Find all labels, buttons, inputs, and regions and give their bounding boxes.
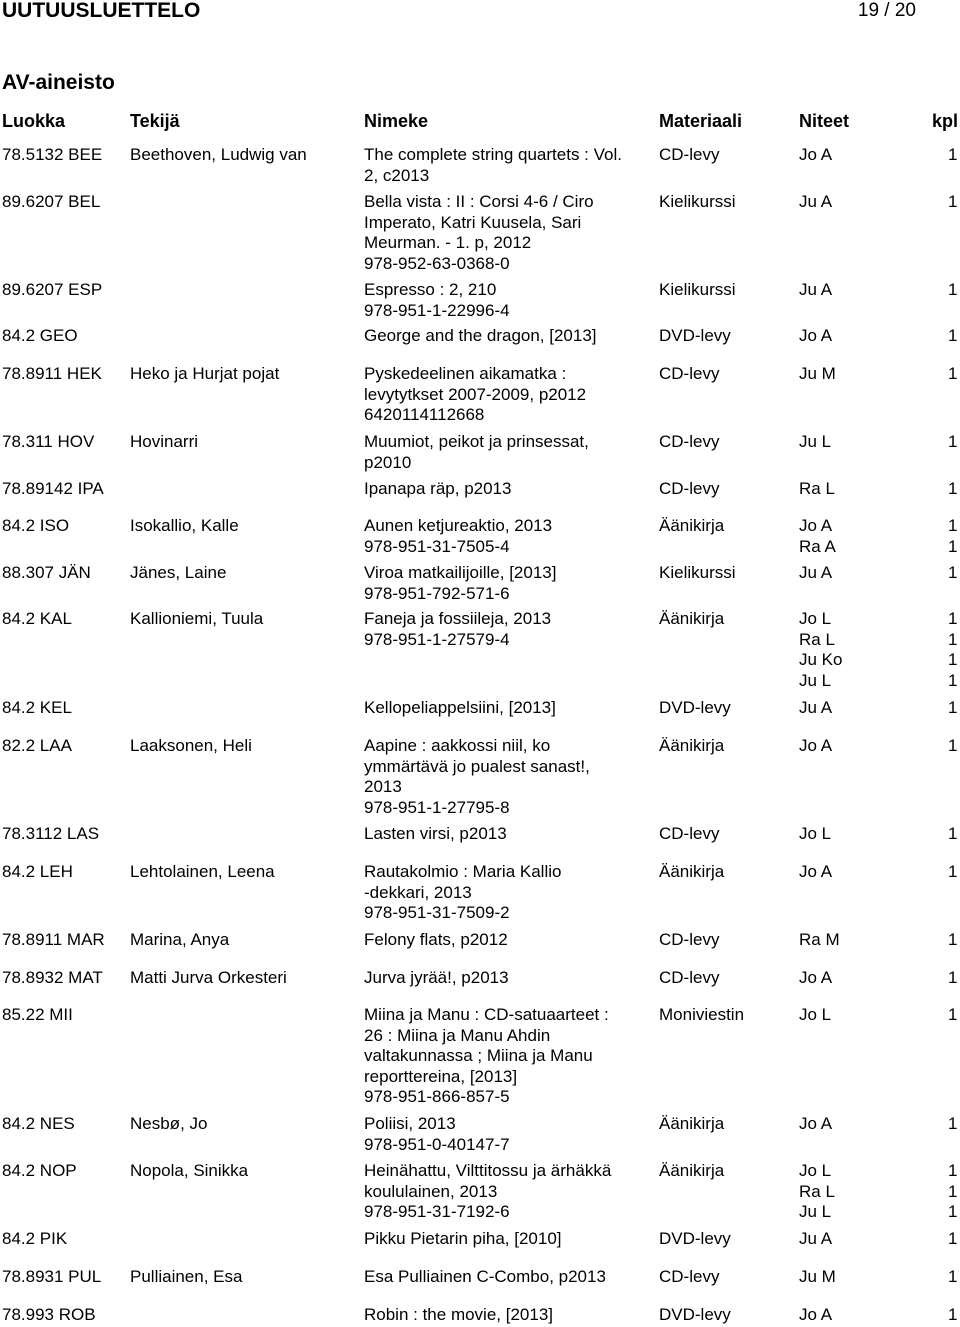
- cell-niteet: [799, 698, 832, 719]
- cell-kpl: [948, 364, 957, 385]
- cell-niteet: [799, 930, 840, 951]
- cell-kpl: [948, 824, 957, 845]
- cell-niteet-line: Ju Ko: [799, 650, 843, 670]
- cell-niteet-line: Ra A: [799, 536, 836, 556]
- cell-materiaali: CD-levy: [659, 930, 720, 949]
- cell-tekija: Heko ja Hurjat pojat: [130, 364, 280, 383]
- cell-kpl-line: 1: [948, 145, 958, 164]
- cell-kpl: [948, 563, 957, 584]
- cell-niteet: [799, 1229, 832, 1250]
- cell-niteet-line: Ra L: [799, 629, 835, 649]
- cell-nimeke-line: George and the dragon, [2013]: [364, 326, 597, 345]
- cell-nimeke: [364, 609, 551, 650]
- cell-niteet-line: Jo A: [799, 1114, 833, 1133]
- cell-luokka: 78.89142 IPA: [2, 479, 104, 498]
- cell-nimeke-line: 2, c2013: [364, 165, 430, 185]
- cell-nimeke-line: Pyskedeelinen aikamatka :: [364, 364, 567, 383]
- cell-niteet: [799, 736, 832, 757]
- cell-kpl-line: 1: [948, 1161, 958, 1180]
- cell-nimeke-line: Miina ja Manu : CD-satuaarteet :: [364, 1005, 609, 1024]
- cell-nimeke: [364, 1161, 611, 1223]
- cell-nimeke-line: Ipanapa räp, p2013: [364, 479, 512, 498]
- cell-tekija: Jänes, Laine: [130, 563, 227, 582]
- cell-tekija: Laaksonen, Heli: [130, 736, 252, 755]
- cell-nimeke-line: 978-951-0-40147-7: [364, 1134, 510, 1154]
- cell-niteet: [799, 280, 832, 301]
- cell-materiaali: Kielikurssi: [659, 563, 736, 582]
- cell-kpl-line: 1: [948, 698, 958, 717]
- cell-kpl: [948, 1267, 957, 1288]
- cell-nimeke-line: Rautakolmio : Maria Kallio: [364, 862, 562, 881]
- cell-nimeke-line: 6420114112668: [364, 405, 485, 425]
- cell-nimeke-line: Jurva jyrää!, p2013: [364, 968, 509, 987]
- cell-niteet-line: Ra L: [799, 1181, 835, 1201]
- page-number: 19 / 20: [857, 0, 916, 21]
- cell-kpl: [948, 1229, 957, 1250]
- cell-niteet: [799, 516, 836, 557]
- cell-luokka: 84.2 KAL: [2, 609, 72, 628]
- cell-kpl-line: 1: [948, 930, 958, 949]
- cell-materiaali: CD-levy: [659, 364, 720, 383]
- cell-niteet-line: Jo L: [799, 609, 832, 628]
- cell-niteet: [799, 192, 832, 213]
- cell-luokka: 84.2 NOP: [2, 1161, 77, 1180]
- cell-kpl-line: 1: [948, 280, 958, 299]
- cell-niteet-line: Ju A: [799, 1229, 833, 1248]
- cell-materiaali: Äänikirja: [659, 1161, 725, 1180]
- cell-niteet: [799, 824, 831, 845]
- cell-niteet-line: Ra L: [799, 479, 835, 498]
- cell-nimeke-line: 978-952-63-0368-0: [364, 253, 510, 273]
- cell-luokka: 84.2 LEH: [2, 862, 73, 881]
- cell-luokka: 84.2 NES: [2, 1114, 75, 1133]
- cell-kpl: [948, 1114, 957, 1135]
- section-title: AV-aineisto: [2, 71, 115, 94]
- cell-nimeke: [364, 364, 586, 426]
- cell-kpl-line: 1: [948, 736, 958, 755]
- cell-kpl: [948, 1161, 957, 1223]
- cell-kpl-line: 1: [948, 670, 958, 690]
- cell-luokka: 78.8911 HEK: [2, 364, 102, 383]
- cell-luokka: 84.2 ISO: [2, 516, 70, 535]
- cell-kpl: [948, 145, 957, 166]
- cell-nimeke: [364, 326, 597, 347]
- cell-luokka: 82.2 LAA: [2, 736, 72, 755]
- column-header-luokka: Luokka: [2, 111, 66, 131]
- cell-luokka: 78.3112 LAS: [2, 824, 100, 843]
- cell-materiaali: Äänikirja: [659, 609, 725, 628]
- cell-niteet: [799, 1114, 832, 1135]
- cell-materiaali: Moniviestin: [659, 1005, 745, 1024]
- cell-nimeke: [364, 280, 510, 321]
- cell-kpl-line: 1: [948, 364, 958, 383]
- cell-kpl: [948, 609, 957, 691]
- cell-niteet: [799, 1267, 836, 1288]
- cell-kpl: [948, 192, 957, 213]
- cell-kpl: [948, 432, 957, 453]
- cell-tekija: Isokallio, Kalle: [130, 516, 239, 535]
- cell-nimeke-line: Esa Pulliainen C-Combo, p2013: [364, 1267, 606, 1286]
- cell-materiaali: CD-levy: [659, 479, 720, 498]
- cell-kpl: [948, 280, 957, 301]
- cell-kpl-line: 1: [948, 650, 958, 670]
- cell-nimeke: [364, 1229, 562, 1250]
- cell-tekija: Nopola, Sinikka: [130, 1161, 249, 1180]
- column-header-tekija: Tekijä: [130, 111, 180, 131]
- cell-niteet: [799, 862, 832, 883]
- cell-nimeke-line: 978-951-1-27795-8: [364, 797, 510, 817]
- column-header-niteet: Niteet: [799, 111, 850, 131]
- cell-luokka: 88.307 JÄN: [2, 563, 91, 582]
- cell-kpl-line: 1: [948, 968, 958, 987]
- cell-luokka: 78.8931 PUL: [2, 1267, 102, 1286]
- cell-tekija: Kallioniemi, Tuula: [130, 609, 264, 628]
- cell-kpl-line: 1: [948, 1305, 958, 1324]
- cell-nimeke-line: 978-951-1-22996-4: [364, 300, 510, 320]
- cell-nimeke: [364, 736, 590, 818]
- cell-materiaali: Kielikurssi: [659, 192, 736, 211]
- cell-kpl-line: 1: [948, 1267, 958, 1286]
- cell-kpl-line: 1: [948, 516, 958, 535]
- cell-kpl: [948, 326, 957, 347]
- cell-nimeke-line: Viroa matkailijoille, [2013]: [364, 563, 557, 582]
- cell-luokka: 78.993 ROB: [2, 1305, 96, 1324]
- cell-luokka: 78.8911 MAR: [2, 930, 105, 949]
- cell-nimeke-line: koululainen, 2013: [364, 1181, 498, 1201]
- cell-kpl-line: 1: [948, 432, 958, 451]
- cell-nimeke-line: 978-951-31-7192-6: [364, 1202, 510, 1222]
- cell-niteet-line: Ju M: [799, 364, 836, 383]
- cell-niteet: [799, 364, 836, 385]
- cell-niteet-line: Jo L: [799, 824, 832, 843]
- column-header-kpl: kpl: [932, 111, 959, 131]
- cell-kpl-line: 1: [948, 824, 958, 843]
- cell-niteet-line: Jo A: [799, 862, 833, 881]
- cell-niteet-line: Jo A: [799, 516, 833, 535]
- cell-luokka: 84.2 PIK: [2, 1229, 68, 1248]
- cell-nimeke-line: Imperato, Katri Kuusela, Sari: [364, 212, 582, 232]
- cell-kpl-line: 1: [948, 1202, 958, 1222]
- cell-nimeke-line: Bella vista : II : Corsi 4-6 / Ciro: [364, 192, 594, 211]
- cell-kpl: [948, 736, 957, 757]
- cell-nimeke-line: 978-951-1-27579-4: [364, 629, 510, 649]
- cell-kpl-line: 1: [948, 629, 958, 649]
- cell-nimeke: [364, 862, 561, 924]
- cell-niteet-line: Ju A: [799, 192, 833, 211]
- cell-luokka: 78.8932 MAT: [2, 968, 103, 987]
- cell-materiaali: Äänikirja: [659, 862, 725, 881]
- cell-niteet-line: Jo L: [799, 1161, 832, 1180]
- cell-niteet: [799, 1305, 832, 1326]
- cell-kpl-line: 1: [948, 326, 958, 345]
- cell-niteet-line: Jo A: [799, 968, 833, 987]
- cell-nimeke: [364, 1005, 609, 1108]
- cell-nimeke-line: 978-951-31-7505-4: [364, 536, 510, 556]
- cell-tekija: Pulliainen, Esa: [130, 1267, 243, 1286]
- cell-nimeke-line: Robin : the movie, [2013]: [364, 1305, 554, 1324]
- cell-kpl-line: 1: [948, 1229, 958, 1248]
- cell-niteet-line: Ju M: [799, 1267, 836, 1286]
- cell-kpl: [948, 862, 957, 883]
- cell-materiaali: DVD-levy: [659, 1229, 731, 1248]
- cell-kpl-line: 1: [948, 536, 958, 556]
- cell-nimeke: [364, 1267, 606, 1288]
- cell-nimeke-line: levytytkset 2007-2009, p2012: [364, 384, 587, 404]
- cell-niteet: [799, 326, 832, 347]
- cell-kpl: [948, 516, 957, 557]
- cell-tekija: Beethoven, Ludwig van: [130, 145, 307, 164]
- cell-materiaali: Äänikirja: [659, 736, 725, 755]
- cell-niteet-line: Ra M: [799, 930, 840, 949]
- cell-materiaali: DVD-levy: [659, 1305, 731, 1324]
- cell-luokka: 85.22 MII: [2, 1005, 73, 1024]
- cell-tekija: Lehtolainen, Leena: [130, 862, 275, 881]
- cell-materiaali: DVD-levy: [659, 698, 731, 717]
- cell-nimeke-line: 978-951-31-7509-2: [364, 903, 510, 923]
- cell-niteet: [799, 1005, 831, 1026]
- cell-kpl: [948, 698, 957, 719]
- cell-nimeke-line: Poliisi, 2013: [364, 1114, 456, 1133]
- cell-niteet-line: Ju L: [799, 1202, 832, 1222]
- cell-kpl-line: 1: [948, 1005, 958, 1024]
- cell-kpl-line: 1: [948, 609, 958, 628]
- cell-kpl-line: 1: [948, 479, 958, 498]
- cell-niteet-line: Ju L: [799, 670, 832, 690]
- cell-nimeke: [364, 1114, 510, 1155]
- cell-nimeke-line: -dekkari, 2013: [364, 882, 472, 902]
- cell-kpl-line: 1: [948, 192, 958, 211]
- cell-luokka: 78.311 HOV: [2, 432, 95, 451]
- cell-niteet: [799, 609, 842, 691]
- cell-nimeke: [364, 479, 511, 500]
- cell-nimeke-line: Pikku Pietarin piha, [2010]: [364, 1229, 562, 1248]
- cell-niteet-line: Jo A: [799, 145, 833, 164]
- cell-nimeke: [364, 145, 622, 186]
- cell-nimeke: [364, 563, 556, 604]
- cell-niteet: [799, 479, 835, 500]
- cell-materiaali: Äänikirja: [659, 516, 725, 535]
- cell-materiaali: DVD-levy: [659, 326, 731, 345]
- cell-niteet: [799, 145, 832, 166]
- cell-nimeke-line: Kellopeliappelsiini, [2013]: [364, 698, 556, 717]
- cell-nimeke: [364, 698, 556, 719]
- cell-nimeke-line: The complete string quartets : Vol.: [364, 145, 622, 164]
- cell-nimeke-line: 978-951-866-857-5: [364, 1087, 510, 1107]
- cell-tekija: Hovinarri: [130, 432, 199, 451]
- cell-nimeke: [364, 968, 509, 989]
- cell-materiaali: CD-levy: [659, 1267, 720, 1286]
- cell-luokka: 89.6207 ESP: [2, 280, 103, 299]
- cell-nimeke: [364, 930, 508, 951]
- cell-nimeke-line: Aapine : aakkossi niil, ko: [364, 736, 551, 755]
- cell-kpl: [948, 930, 957, 951]
- page-header-title: UUTUUSLUETTELO: [2, 0, 201, 22]
- cell-niteet-line: Jo A: [799, 736, 833, 755]
- cell-kpl-line: 1: [948, 862, 958, 881]
- column-header-nimeke: Nimeke: [364, 111, 429, 131]
- cell-materiaali: CD-levy: [659, 824, 720, 843]
- cell-materiaali: Äänikirja: [659, 1114, 725, 1133]
- cell-niteet-line: Jo A: [799, 1305, 833, 1324]
- cell-nimeke: [364, 824, 507, 845]
- cell-kpl: [948, 479, 957, 500]
- cell-nimeke-line: Muumiot, peikot ja prinsessat,: [364, 432, 589, 451]
- cell-kpl-line: 1: [948, 1181, 958, 1201]
- cell-niteet-line: Ju A: [799, 280, 833, 299]
- cell-luokka: 84.2 GEO: [2, 326, 78, 345]
- cell-tekija: Matti Jurva Orkesteri: [130, 968, 287, 987]
- cell-nimeke-line: Faneja ja fossiileja, 2013: [364, 609, 552, 628]
- cell-luokka: 89.6207 BEL: [2, 192, 101, 211]
- cell-niteet: [799, 563, 832, 584]
- cell-materiaali: CD-levy: [659, 968, 720, 987]
- cell-niteet-line: Jo A: [799, 326, 833, 345]
- cell-nimeke-line: Espresso : 2, 210: [364, 280, 497, 299]
- cell-nimeke-line: Felony flats, p2012: [364, 930, 508, 949]
- column-header-materiaali: Materiaali: [659, 111, 743, 131]
- cell-materiaali: Kielikurssi: [659, 280, 736, 299]
- cell-niteet-line: Ju L: [799, 432, 832, 451]
- cell-materiaali: CD-levy: [659, 145, 720, 164]
- cell-nimeke-line: Meurman. - 1. p, 2012: [364, 233, 532, 253]
- cell-luokka: 78.5132 BEE: [2, 145, 103, 164]
- cell-nimeke-line: p2010: [364, 452, 412, 472]
- cell-luokka: 84.2 KEL: [2, 698, 72, 717]
- cell-niteet-line: Ju A: [799, 563, 833, 582]
- cell-niteet: [799, 968, 832, 989]
- cell-niteet: [799, 1161, 835, 1223]
- cell-nimeke: [364, 1305, 553, 1326]
- cell-nimeke-line: Aunen ketjureaktio, 2013: [364, 516, 553, 535]
- cell-kpl-line: 1: [948, 1114, 958, 1133]
- cell-niteet-line: Ju A: [799, 698, 833, 717]
- cell-kpl: [948, 1305, 957, 1326]
- cell-tekija: Nesbø, Jo: [130, 1114, 208, 1133]
- cell-nimeke-line: valtakunnassa ; Miina ja Manu: [364, 1046, 593, 1066]
- cell-nimeke-line: ymmärtävä jo pualest sanast!,: [364, 756, 590, 776]
- cell-nimeke-line: 978-951-792-571-6: [364, 583, 510, 603]
- cell-nimeke-line: Lasten virsi, p2013: [364, 824, 507, 843]
- cell-niteet-line: Jo L: [799, 1005, 832, 1024]
- cell-nimeke: [364, 432, 589, 473]
- cell-kpl-line: 1: [948, 563, 958, 582]
- cell-kpl: [948, 1005, 957, 1026]
- cell-nimeke: [364, 192, 594, 274]
- cell-nimeke-line: reporttereina, [2013]: [364, 1066, 518, 1086]
- cell-kpl: [948, 968, 957, 989]
- cell-tekija: Marina, Anya: [130, 930, 230, 949]
- cell-materiaali: CD-levy: [659, 432, 720, 451]
- cell-nimeke-line: 2013: [364, 777, 402, 797]
- cell-niteet: [799, 432, 831, 453]
- cell-nimeke-line: Heinähattu, Vilttitossu ja ärhäkkä: [364, 1161, 612, 1180]
- cell-nimeke-line: 26 : Miina ja Manu Ahdin: [364, 1025, 551, 1045]
- cell-nimeke: [364, 516, 552, 557]
